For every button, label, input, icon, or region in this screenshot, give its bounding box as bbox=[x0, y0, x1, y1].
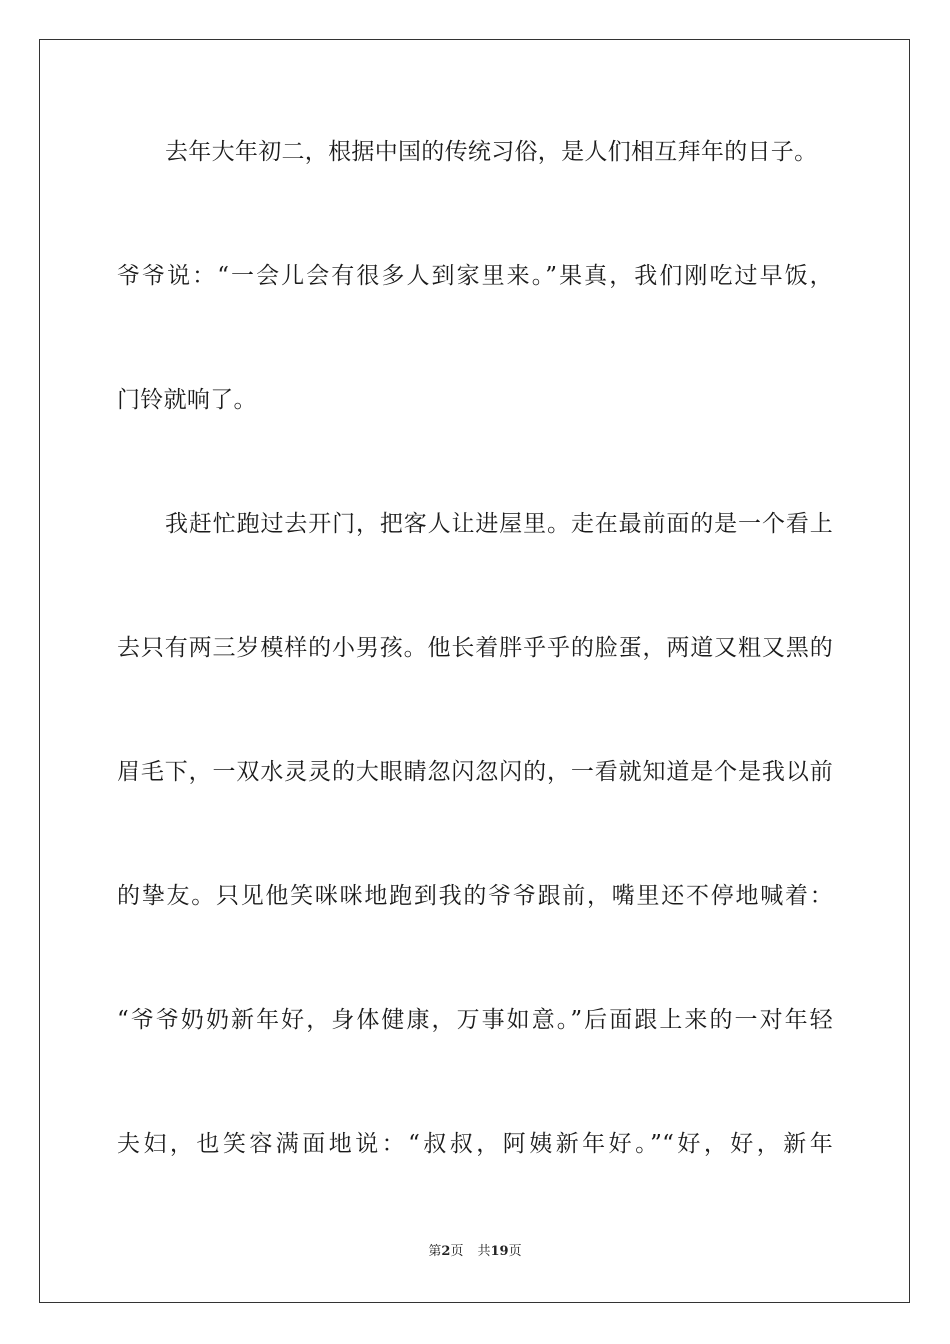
paragraph-2-line-4: 的挚友。只见他笑咪咪地跑到我的爷爷跟前，嘴里还不停地喊着： bbox=[117, 883, 833, 909]
page-number-suffix: 页 bbox=[450, 1244, 464, 1259]
total-pages-suffix: 页 bbox=[508, 1244, 522, 1259]
paragraph-1-line-3: 门铃就响了。 bbox=[117, 387, 257, 413]
paragraph-2-line-2: 去只有两三岁模样的小男孩。他长着胖乎乎的脸蛋，两道又粗又黑的 bbox=[117, 635, 833, 661]
paragraph-2-line-6: 夫妇，也笑容满面地说：“叔叔，阿姨新年好。”“好，好，新年 bbox=[117, 1131, 833, 1157]
page-number-prefix: 第 bbox=[428, 1244, 442, 1259]
paragraph-2-line-3: 眉毛下，一双水灵灵的大眼睛忽闪忽闪的，一看就知道是个是我以前 bbox=[117, 759, 833, 785]
paragraph-1-line-2: 爷爷说：“一会儿会有很多人到家里来。”果真，我们刚吃过早饭， bbox=[117, 263, 833, 289]
paragraph-2-line-5: “爷爷奶奶新年好，身体健康，万事如意。”后面跟上来的一对年轻 bbox=[117, 1007, 833, 1033]
total-pages-prefix: 共 bbox=[477, 1244, 491, 1259]
page-footer bbox=[0, 1243, 950, 1261]
page-number: 2 bbox=[441, 1244, 451, 1259]
total-pages: 19 bbox=[490, 1244, 509, 1259]
paragraph-2-line-1: 我赶忙跑过去开门，把客人让进屋里。走在最前面的是一个看上 bbox=[165, 511, 833, 537]
paragraph-1-line-1: 去年大年初二，根据中国的传统习俗，是人们相互拜年的日子。 bbox=[165, 139, 818, 165]
page-border bbox=[39, 39, 910, 1303]
